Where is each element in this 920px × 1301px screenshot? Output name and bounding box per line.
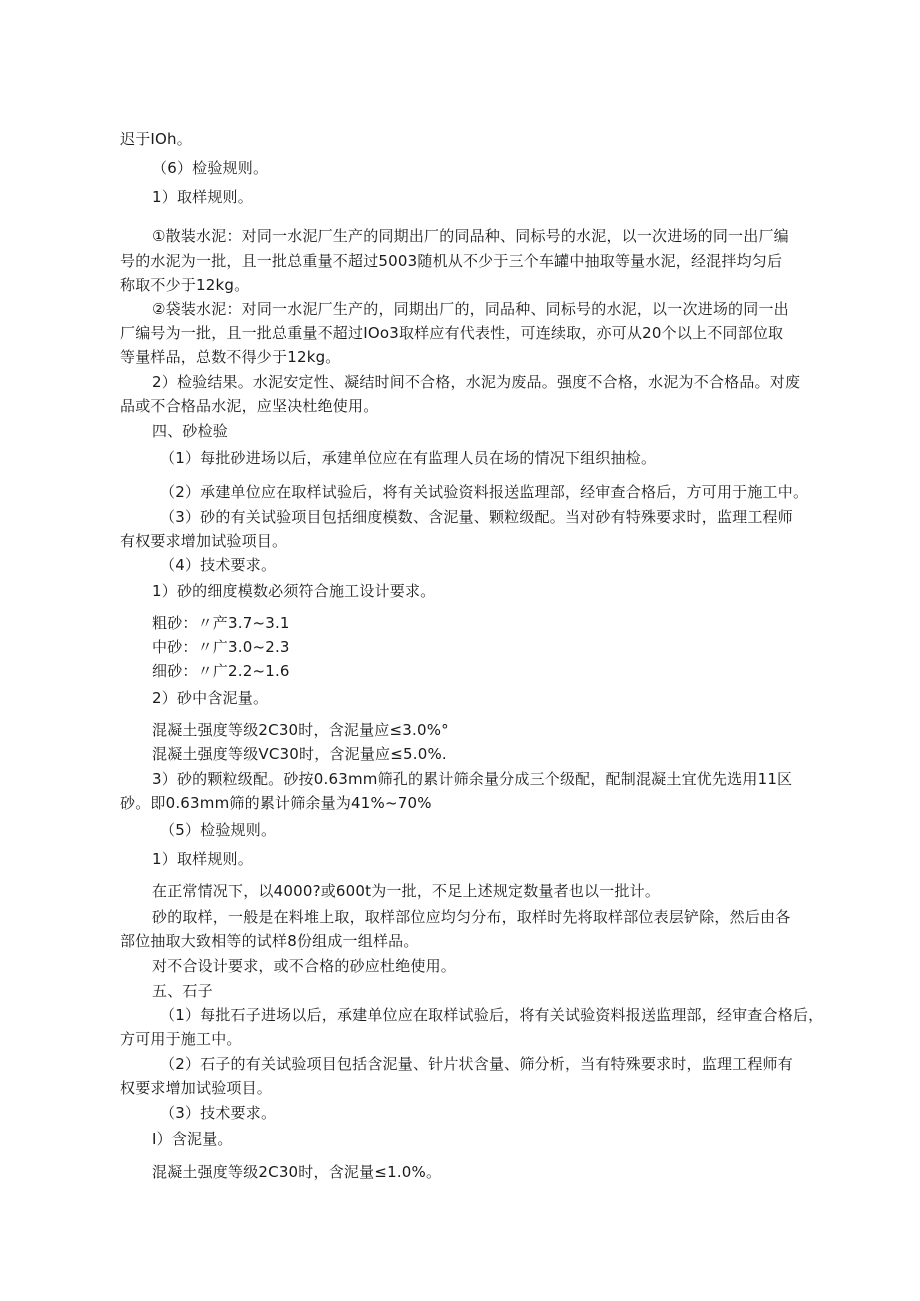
text-line: 混凝土强度等级2C30时，含泥量应≤3.0%° [152, 721, 449, 739]
text-line: 3）砂的颗粒级配。砂按0.63mm筛孔的累计筛余量分成三个级配，配制混凝土宜优先选用11区 [152, 770, 793, 788]
text-line: 对不合设计要求，或不合格的砂应杜绝使用。 [152, 957, 457, 975]
text-line: 混凝土强度等级2C30时，含泥量≤1.0%。 [152, 1163, 442, 1181]
text-line: （4）技术要求。 [160, 556, 277, 574]
text-line: ①散装水泥：对同一水泥厂生产的同期出厂的同品种、同标号的水泥，以一次进场的同一出厂编 [152, 227, 789, 245]
text-line: （6）检验规则。 [152, 159, 269, 177]
text-line: 有权要求增加试验项目。 [120, 532, 288, 550]
section-heading: 四、砂检验 [152, 422, 229, 440]
text-line: 1）取样规则。 [152, 850, 253, 868]
text-line: 等量样品，总数不得少于12kg。 [120, 348, 341, 366]
text-line: 方可用于施工中。 [120, 1030, 242, 1048]
text-line: 2）检验结果。水泥安定性、凝结时间不合格，水泥为废品。强度不合格，水泥为不合格品。对废 [152, 373, 801, 391]
text-line: 砂。即0.63mm筛的累计筛余量为41%~70% [120, 794, 432, 812]
text-line: 1）取样规则。 [152, 188, 253, 206]
text-line: 迟于IOh。 [120, 130, 192, 148]
text-line: 厂编号为一批，且一批总重量不超过IOo3取样应有代表性，可连续取，亦可从20个以上不同部位取 [120, 324, 784, 342]
text-line: I）含泥量。 [152, 1130, 233, 1148]
text-line: 部位抽取大致相等的试样8份组成一组样品。 [120, 932, 419, 950]
text-line: （2）承建单位应在取样试验后，将有关试验资料报送监理部，经审查合格后，方可用于施工中。 [160, 483, 809, 501]
text-line: 砂的取样，一般是在料堆上取，取样部位应均匀分布，取样时先将取样部位表层铲除，然后由各 [152, 908, 791, 926]
text-line: 在正常情况下，以4000?或600t为一批，不足上述规定数量者也以一批计。 [152, 882, 661, 900]
text-line: ②袋装水泥：对同一水泥厂生产的，同期出厂的，同品种、同标号的水泥，以一次进场的同一出 [152, 300, 789, 318]
text-line: 2）砂中含泥量。 [152, 689, 269, 707]
text-line: 1）砂的细度模数必须符合施工设计要求。 [152, 582, 436, 600]
text-line: 权要求增加试验项目。 [120, 1079, 273, 1097]
text-line: （2）石子的有关试验项目包括含泥量、针片状含量、筛分析，当有特殊要求时，监理工程师有 [160, 1055, 793, 1073]
text-line: 中砂：〃广3.0~2.3 [152, 638, 290, 656]
text-line: （1）每批砂进场以后，承建单位应在有监理人员在场的情况下组织抽检。 [160, 449, 657, 467]
text-line: （3）技术要求。 [160, 1104, 277, 1122]
text-line: 称取不少于12kg。 [120, 276, 250, 294]
text-line: 号的水泥为一批，且一批总重量不超过5003随机从不少于三个车罐中抽取等量水泥，经混拌均匀后 [120, 252, 783, 270]
section-heading: 五、石子 [152, 982, 213, 1000]
text-line: （3）砂的有关试验项目包括细度模数、含泥量、颗粒级配。当对砂有特殊要求时，监理工程师 [160, 508, 793, 526]
text-line: 混凝土强度等级VC30时，含泥量应≤5.0%. [152, 745, 447, 763]
text-line: 品或不合格品水泥，应坚决杜绝使用。 [120, 397, 379, 415]
text-line: 细砂：〃广2.2~1.6 [152, 662, 290, 680]
text-line: （5）检验规则。 [160, 821, 277, 839]
text-line: （1）每批石子进场以后，承建单位应在取样试验后，将有关试验资料报送监理部，经审查合格后， [160, 1006, 824, 1024]
text-line: 粗砂：〃产3.7~3.1 [152, 614, 290, 632]
